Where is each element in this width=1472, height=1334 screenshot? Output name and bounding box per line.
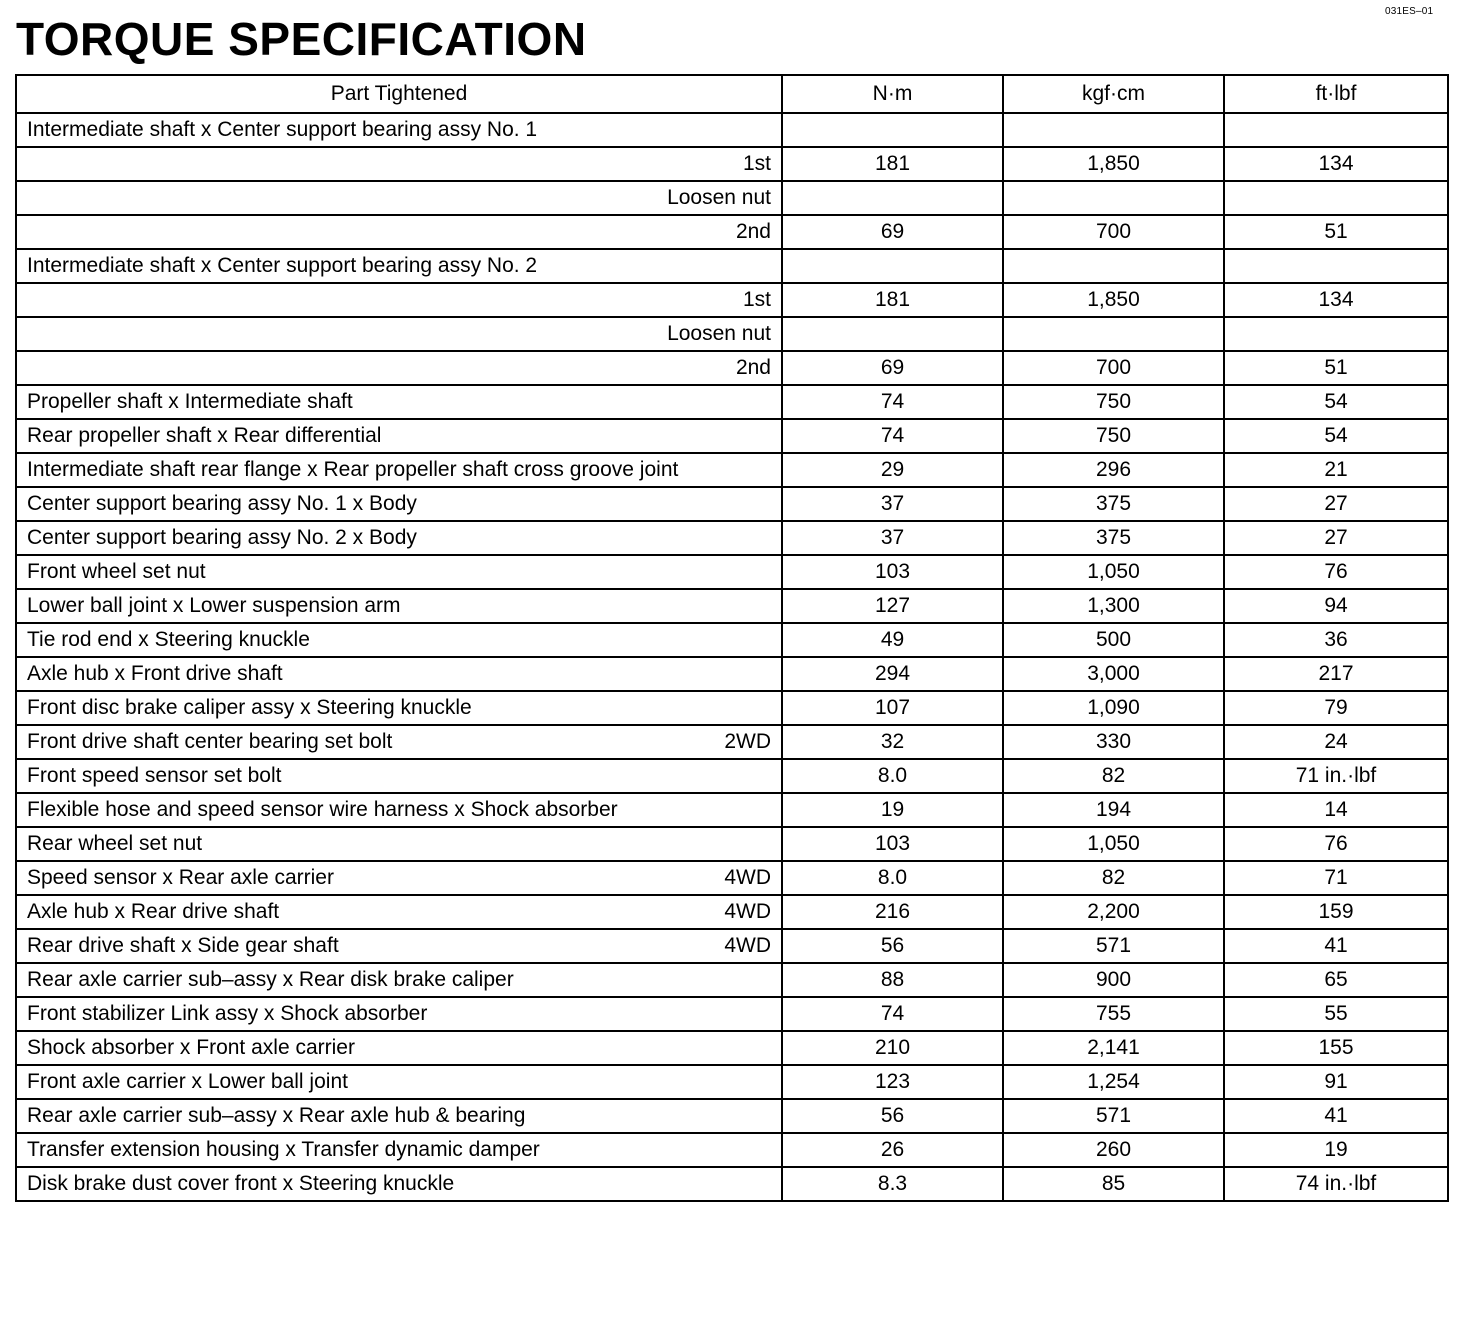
part-label: Rear drive shaft x Side gear shaft — [27, 934, 339, 957]
part-cell — [16, 827, 782, 861]
part-cell — [16, 419, 782, 453]
torque-kgf-cm-cell: 194 — [1003, 793, 1224, 827]
torque-ft-lbf-cell: 134 — [1224, 147, 1448, 181]
part-label: 1st — [742, 288, 771, 311]
torque-nm-cell: 216 — [782, 895, 1003, 929]
torque-kgf-cm-cell — [1003, 249, 1224, 283]
torque-spec-table — [15, 74, 1449, 1202]
part-label: Transfer extension housing x Transfer dynamic damper — [27, 1138, 540, 1161]
table-row — [16, 147, 1448, 181]
table-header — [16, 75, 1448, 113]
torque-nm-cell: 294 — [782, 657, 1003, 691]
torque-kgf-cm-cell — [1003, 317, 1224, 351]
torque-nm-cell: 103 — [782, 827, 1003, 861]
part-cell — [16, 283, 782, 317]
torque-ft-lbf-cell: 21 — [1224, 453, 1448, 487]
torque-nm-cell: 56 — [782, 929, 1003, 963]
torque-kgf-cm-cell: 2,141 — [1003, 1031, 1224, 1065]
torque-kgf-cm-cell: 700 — [1003, 215, 1224, 249]
torque-nm-cell: 123 — [782, 1065, 1003, 1099]
torque-kgf-cm-cell: 1,090 — [1003, 691, 1224, 725]
torque-ft-lbf-cell: 51 — [1224, 215, 1448, 249]
part-label: Rear axle carrier sub–assy x Rear axle hub & bearing — [27, 1104, 526, 1127]
torque-ft-lbf-cell: 36 — [1224, 623, 1448, 657]
drive-variant-label: 4WD — [724, 934, 771, 957]
torque-nm-cell: 26 — [782, 1133, 1003, 1167]
part-label: Front drive shaft center bearing set bolt — [27, 730, 393, 753]
torque-ft-lbf-cell: 41 — [1224, 929, 1448, 963]
torque-nm-cell: 127 — [782, 589, 1003, 623]
torque-kgf-cm-cell: 296 — [1003, 453, 1224, 487]
torque-kgf-cm-cell: 500 — [1003, 623, 1224, 657]
part-label: Shock absorber x Front axle carrier — [27, 1036, 355, 1059]
part-cell — [16, 759, 782, 793]
table-body — [16, 113, 1448, 1201]
part-cell — [16, 215, 782, 249]
torque-ft-lbf-cell: 51 — [1224, 351, 1448, 385]
part-label: Disk brake dust cover front x Steering knuckle — [27, 1172, 455, 1195]
column-header-part: Part Tightened — [16, 75, 782, 113]
table-row — [16, 555, 1448, 589]
table-row — [16, 419, 1448, 453]
torque-nm-cell: 8.3 — [782, 1167, 1003, 1201]
torque-nm-cell: 49 — [782, 623, 1003, 657]
part-label: Front speed sensor set bolt — [27, 764, 282, 787]
table-row — [16, 1167, 1448, 1201]
table-row — [16, 725, 1448, 759]
torque-kgf-cm-cell: 750 — [1003, 419, 1224, 453]
table-row — [16, 759, 1448, 793]
table-row — [16, 827, 1448, 861]
part-label: 2nd — [735, 356, 771, 379]
torque-nm-cell: 69 — [782, 351, 1003, 385]
part-cell — [16, 963, 782, 997]
table-row — [16, 793, 1448, 827]
torque-kgf-cm-cell: 3,000 — [1003, 657, 1224, 691]
torque-nm-cell — [782, 317, 1003, 351]
part-cell — [16, 521, 782, 555]
torque-nm-cell: 37 — [782, 521, 1003, 555]
torque-nm-cell: 181 — [782, 147, 1003, 181]
torque-kgf-cm-cell: 900 — [1003, 963, 1224, 997]
page-title: TORQUE SPECIFICATION — [16, 13, 587, 65]
torque-kgf-cm-cell: 85 — [1003, 1167, 1224, 1201]
part-cell — [16, 113, 782, 147]
torque-ft-lbf-cell: 19 — [1224, 1133, 1448, 1167]
torque-ft-lbf-cell: 71 — [1224, 861, 1448, 895]
torque-ft-lbf-cell: 94 — [1224, 589, 1448, 623]
part-cell — [16, 249, 782, 283]
torque-kgf-cm-cell: 750 — [1003, 385, 1224, 419]
part-cell — [16, 589, 782, 623]
part-cell — [16, 895, 782, 929]
part-label: Lower ball joint x Lower suspension arm — [27, 594, 401, 617]
header-row — [16, 75, 1448, 113]
part-label: Front stabilizer Link assy x Shock absorber — [27, 1002, 428, 1025]
torque-ft-lbf-cell: 54 — [1224, 419, 1448, 453]
part-cell — [16, 555, 782, 589]
table-row — [16, 997, 1448, 1031]
torque-kgf-cm-cell: 375 — [1003, 487, 1224, 521]
torque-ft-lbf-cell: 24 — [1224, 725, 1448, 759]
table-row — [16, 215, 1448, 249]
part-label: 1st — [742, 152, 771, 175]
table-row — [16, 929, 1448, 963]
torque-ft-lbf-cell — [1224, 113, 1448, 147]
torque-kgf-cm-cell: 1,850 — [1003, 283, 1224, 317]
part-cell — [16, 997, 782, 1031]
drive-variant-label: 2WD — [724, 730, 771, 753]
torque-nm-cell: 32 — [782, 725, 1003, 759]
torque-ft-lbf-cell: 65 — [1224, 963, 1448, 997]
torque-kgf-cm-cell: 260 — [1003, 1133, 1224, 1167]
torque-nm-cell: 74 — [782, 997, 1003, 1031]
table-row — [16, 589, 1448, 623]
torque-nm-cell: 69 — [782, 215, 1003, 249]
part-cell — [16, 725, 782, 759]
table-row — [16, 453, 1448, 487]
part-label: Axle hub x Front drive shaft — [27, 662, 283, 685]
part-cell — [16, 657, 782, 691]
torque-nm-cell: 103 — [782, 555, 1003, 589]
torque-kgf-cm-cell: 1,850 — [1003, 147, 1224, 181]
torque-kgf-cm-cell: 2,200 — [1003, 895, 1224, 929]
torque-kgf-cm-cell: 571 — [1003, 929, 1224, 963]
part-label: Axle hub x Rear drive shaft — [27, 900, 280, 923]
torque-nm-cell: 88 — [782, 963, 1003, 997]
torque-kgf-cm-cell: 375 — [1003, 521, 1224, 555]
part-label: Rear propeller shaft x Rear differential — [27, 424, 382, 447]
drive-variant-label: 4WD — [724, 866, 771, 889]
part-label: Center support bearing assy No. 2 x Body — [27, 526, 417, 549]
document-code: 031ES–01 — [1385, 6, 1434, 17]
torque-ft-lbf-cell: 55 — [1224, 997, 1448, 1031]
torque-kgf-cm-cell: 755 — [1003, 997, 1224, 1031]
column-header-kgf-cm: kgf·cm — [1003, 75, 1224, 113]
torque-ft-lbf-cell: 76 — [1224, 555, 1448, 589]
table-row — [16, 249, 1448, 283]
part-cell — [16, 453, 782, 487]
table-row — [16, 317, 1448, 351]
torque-ft-lbf-cell: 27 — [1224, 487, 1448, 521]
table-row — [16, 1031, 1448, 1065]
torque-ft-lbf-cell — [1224, 181, 1448, 215]
part-cell — [16, 691, 782, 725]
part-label: Intermediate shaft x Center support bearing assy No. 1 — [27, 118, 538, 141]
torque-ft-lbf-cell: 134 — [1224, 283, 1448, 317]
part-cell — [16, 181, 782, 215]
part-label: Rear wheel set nut — [27, 832, 203, 855]
torque-ft-lbf-cell: 155 — [1224, 1031, 1448, 1065]
torque-ft-lbf-cell: 74 in.·lbf — [1224, 1167, 1448, 1201]
table-row — [16, 1133, 1448, 1167]
torque-kgf-cm-cell: 1,254 — [1003, 1065, 1224, 1099]
part-label: Intermediate shaft x Center support bearing assy No. 2 — [27, 254, 538, 277]
torque-ft-lbf-cell: 159 — [1224, 895, 1448, 929]
part-label: Speed sensor x Rear axle carrier — [27, 866, 334, 889]
part-cell — [16, 1167, 782, 1201]
table-row — [16, 1065, 1448, 1099]
torque-kgf-cm-cell: 700 — [1003, 351, 1224, 385]
torque-kgf-cm-cell — [1003, 181, 1224, 215]
torque-nm-cell: 29 — [782, 453, 1003, 487]
torque-nm-cell: 19 — [782, 793, 1003, 827]
torque-nm-cell: 74 — [782, 419, 1003, 453]
torque-nm-cell — [782, 249, 1003, 283]
table-row — [16, 963, 1448, 997]
torque-kgf-cm-cell — [1003, 113, 1224, 147]
part-cell — [16, 317, 782, 351]
part-label: Loosen nut — [667, 186, 771, 209]
torque-kgf-cm-cell: 1,050 — [1003, 827, 1224, 861]
part-cell — [16, 487, 782, 521]
part-cell — [16, 1065, 782, 1099]
torque-nm-cell: 56 — [782, 1099, 1003, 1133]
part-label: Intermediate shaft rear flange x Rear propeller shaft cross groove joint — [27, 458, 679, 481]
table-row — [16, 283, 1448, 317]
part-label: Front wheel set nut — [27, 560, 206, 583]
table-row — [16, 657, 1448, 691]
torque-ft-lbf-cell: 14 — [1224, 793, 1448, 827]
table-row — [16, 861, 1448, 895]
part-cell — [16, 861, 782, 895]
torque-nm-cell: 8.0 — [782, 759, 1003, 793]
part-cell — [16, 623, 782, 657]
torque-ft-lbf-cell: 41 — [1224, 1099, 1448, 1133]
part-label: Front axle carrier x Lower ball joint — [27, 1070, 348, 1093]
torque-ft-lbf-cell: 76 — [1224, 827, 1448, 861]
torque-nm-cell: 8.0 — [782, 861, 1003, 895]
torque-ft-lbf-cell: 71 in.·lbf — [1224, 759, 1448, 793]
table-row — [16, 385, 1448, 419]
torque-kgf-cm-cell: 82 — [1003, 759, 1224, 793]
torque-nm-cell: 107 — [782, 691, 1003, 725]
torque-ft-lbf-cell — [1224, 317, 1448, 351]
part-label: Flexible hose and speed sensor wire harness x Shock absorber — [27, 798, 618, 821]
torque-kgf-cm-cell: 330 — [1003, 725, 1224, 759]
part-label: Center support bearing assy No. 1 x Body — [27, 492, 417, 515]
table-row — [16, 623, 1448, 657]
table-row — [16, 487, 1448, 521]
table-row — [16, 351, 1448, 385]
torque-ft-lbf-cell: 54 — [1224, 385, 1448, 419]
table-row — [16, 691, 1448, 725]
torque-kgf-cm-cell: 1,300 — [1003, 589, 1224, 623]
part-cell — [16, 147, 782, 181]
part-cell — [16, 351, 782, 385]
torque-ft-lbf-cell — [1224, 249, 1448, 283]
part-cell — [16, 1133, 782, 1167]
torque-ft-lbf-cell: 27 — [1224, 521, 1448, 555]
table-row — [16, 181, 1448, 215]
torque-nm-cell: 37 — [782, 487, 1003, 521]
part-cell — [16, 1031, 782, 1065]
table-row — [16, 521, 1448, 555]
part-label: Rear axle carrier sub–assy x Rear disk brake caliper — [27, 968, 514, 991]
torque-ft-lbf-cell: 91 — [1224, 1065, 1448, 1099]
torque-nm-cell: 181 — [782, 283, 1003, 317]
torque-kgf-cm-cell: 82 — [1003, 861, 1224, 895]
drive-variant-label: 4WD — [724, 900, 771, 923]
table-row — [16, 1099, 1448, 1133]
part-cell — [16, 385, 782, 419]
part-label: Loosen nut — [667, 322, 771, 345]
column-header-ft-lbf: ft·lbf — [1224, 75, 1448, 113]
torque-nm-cell: 210 — [782, 1031, 1003, 1065]
column-header-nm: N·m — [782, 75, 1003, 113]
table-row — [16, 895, 1448, 929]
part-label: Tie rod end x Steering knuckle — [27, 628, 310, 651]
part-label: Propeller shaft x Intermediate shaft — [27, 390, 353, 413]
table-row — [16, 113, 1448, 147]
part-cell — [16, 793, 782, 827]
part-cell — [16, 929, 782, 963]
part-label: 2nd — [735, 220, 771, 243]
torque-nm-cell — [782, 181, 1003, 215]
part-label: Front disc brake caliper assy x Steering knuckle — [27, 696, 472, 719]
torque-nm-cell: 74 — [782, 385, 1003, 419]
part-cell — [16, 1099, 782, 1133]
torque-ft-lbf-cell: 217 — [1224, 657, 1448, 691]
torque-ft-lbf-cell: 79 — [1224, 691, 1448, 725]
torque-kgf-cm-cell: 571 — [1003, 1099, 1224, 1133]
torque-nm-cell — [782, 113, 1003, 147]
torque-kgf-cm-cell: 1,050 — [1003, 555, 1224, 589]
